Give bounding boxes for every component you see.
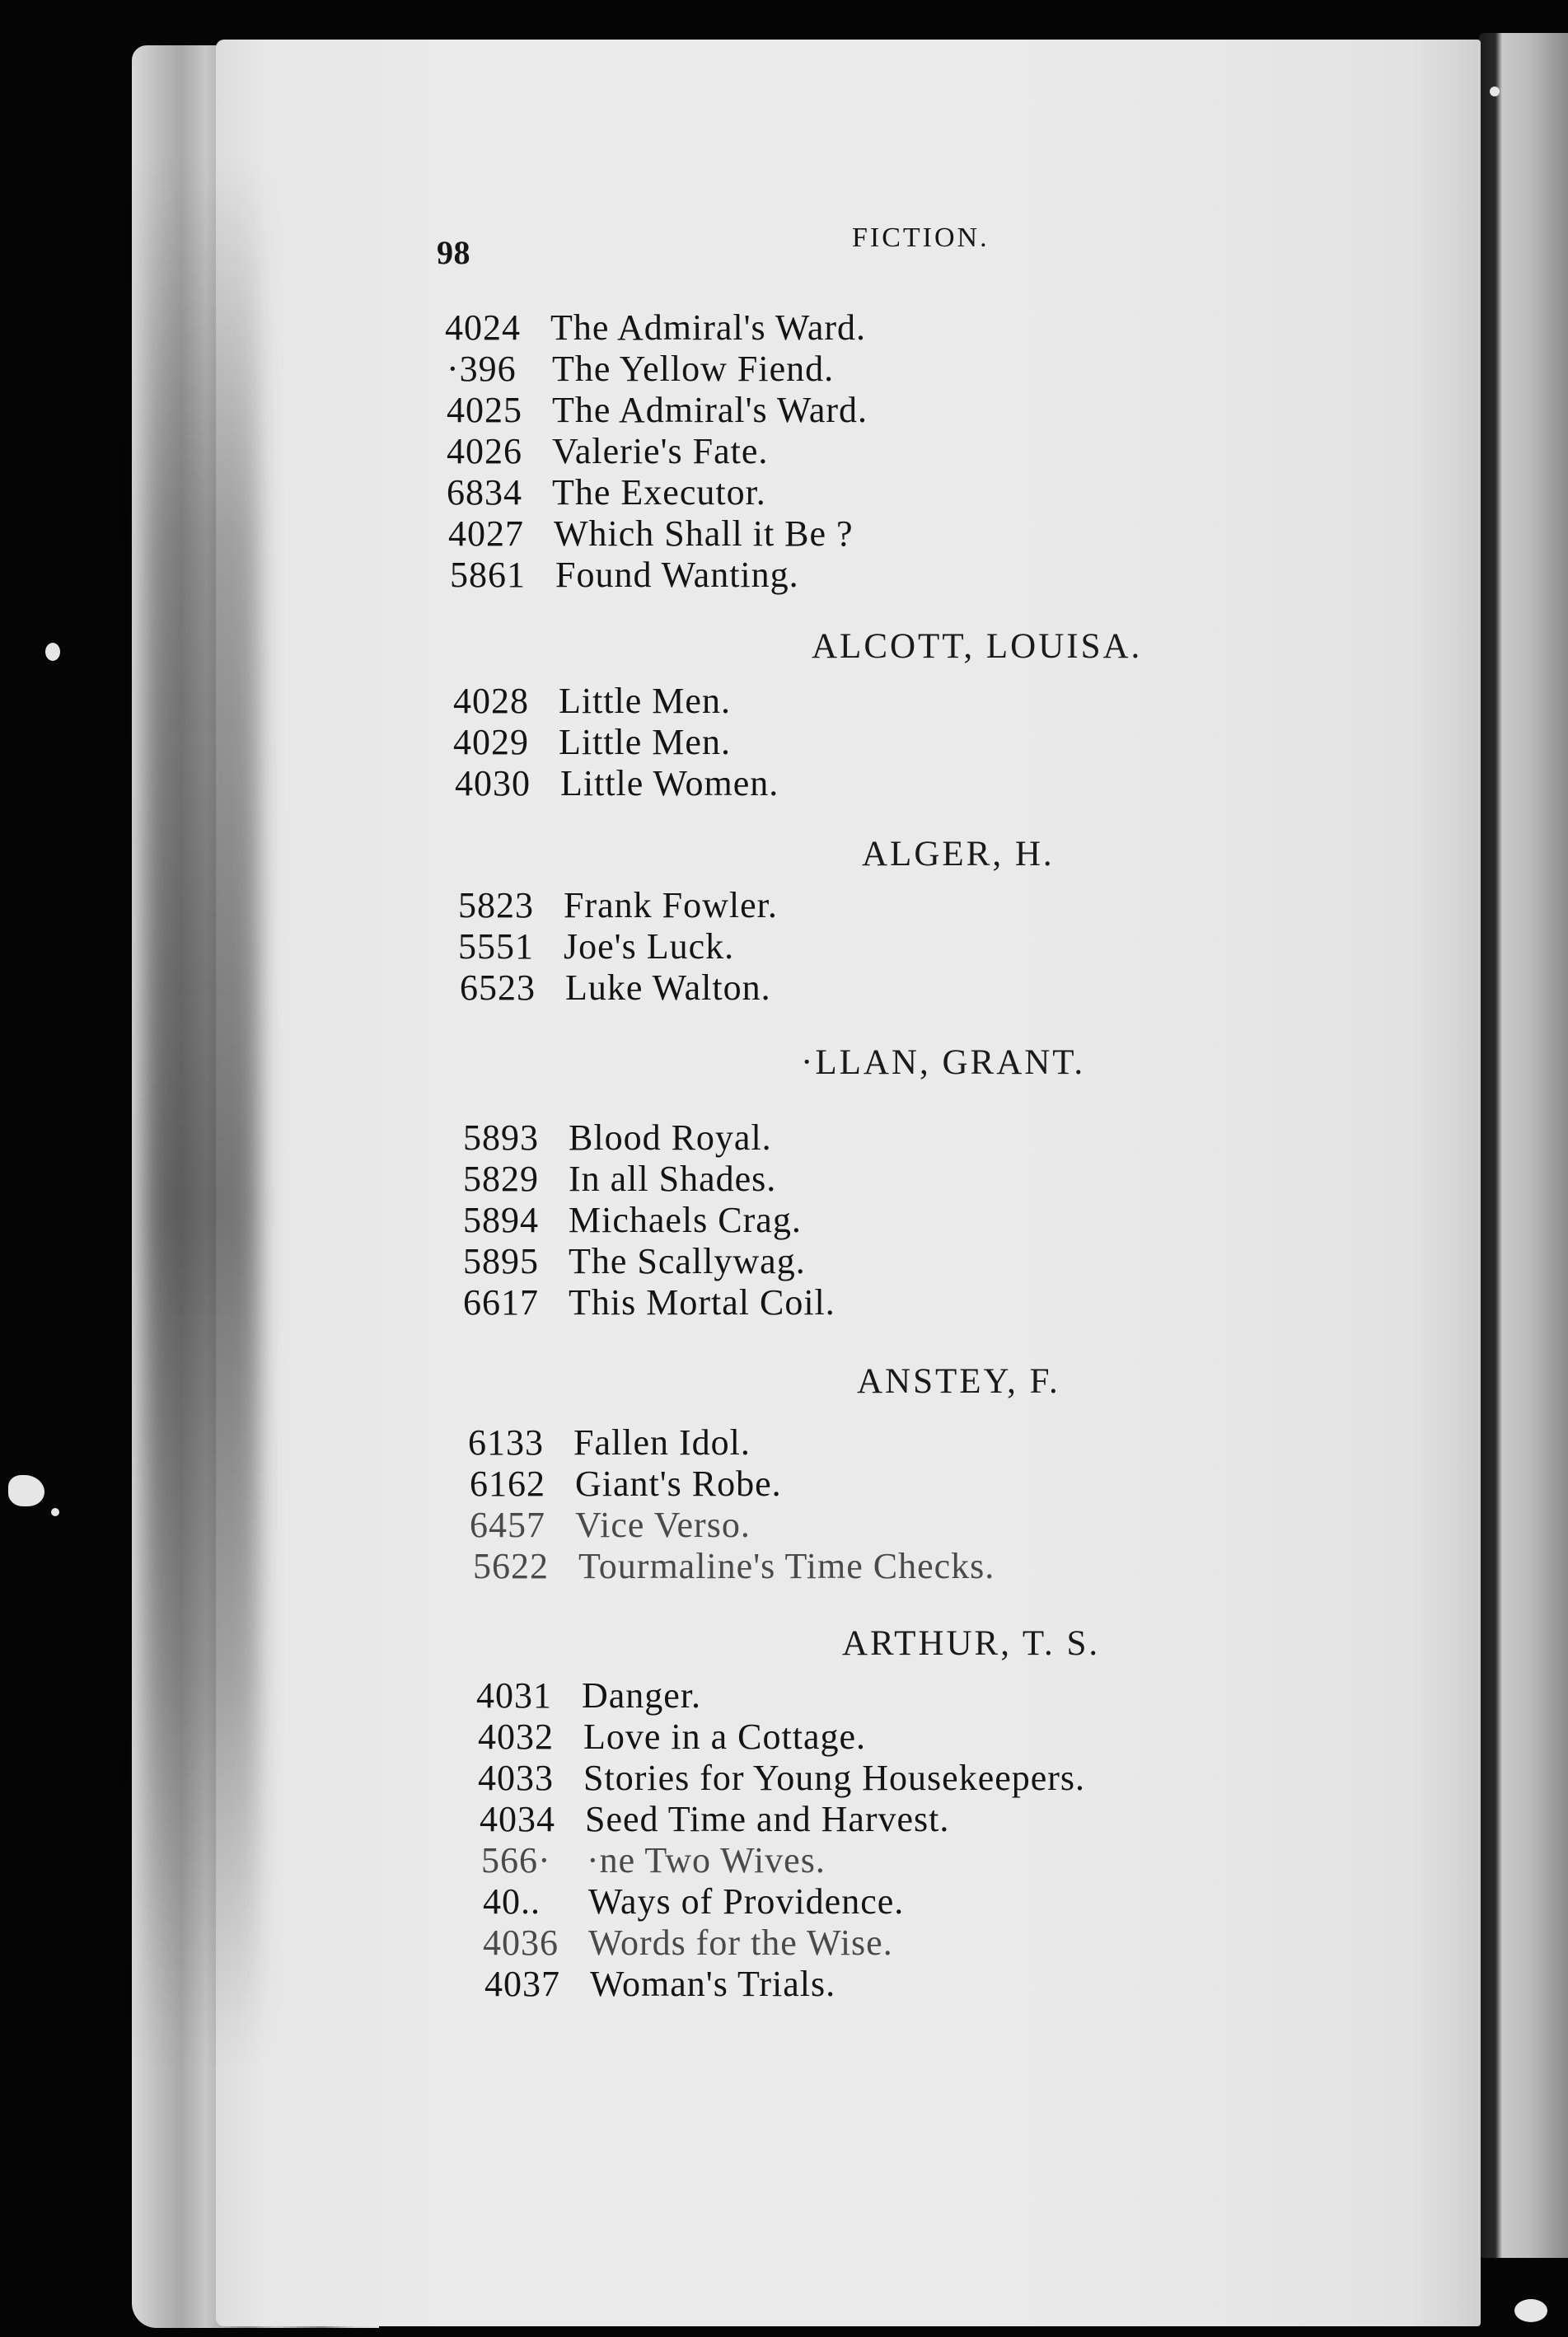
entry-title: The Admiral's Ward. — [550, 307, 867, 348]
entry-number: 4027 — [448, 513, 524, 554]
list-item — [453, 680, 731, 722]
entry-number: 6162 — [470, 1464, 545, 1504]
entry-title: The Executor. — [552, 472, 766, 513]
entry-number: 4024 — [445, 307, 521, 348]
list-item — [455, 762, 779, 804]
author-heading: ALGER, H. — [862, 835, 1055, 873]
list-item — [450, 554, 799, 596]
entry-number: 5551 — [458, 926, 534, 967]
list-item — [470, 1463, 782, 1505]
list-item — [463, 1199, 802, 1241]
list-item — [463, 1117, 772, 1159]
entry-title: The Yellow Fiend. — [552, 349, 835, 389]
entry-number: 5823 — [458, 885, 534, 925]
entry-title: Stories for Young Housekeepers. — [583, 1758, 1086, 1798]
list-item — [483, 1880, 904, 1923]
entry-number: 4037 — [484, 1964, 560, 2004]
author-heading: ALCOTT, LOUISA. — [812, 627, 1143, 666]
entry-title: Tourmaline's Time Checks. — [578, 1546, 995, 1586]
entry-title: Found Wanting. — [555, 555, 799, 595]
entry-title: The Scallywag. — [569, 1241, 806, 1281]
entry-number: 40.. — [483, 1881, 541, 1922]
dust-speck — [51, 1508, 59, 1516]
entry-number: 4032 — [478, 1716, 554, 1757]
entry-title: This Mortal Coil. — [569, 1282, 835, 1323]
binding-shadow — [144, 165, 260, 2060]
entry-number: 4025 — [447, 390, 522, 430]
entry-title: Words for the Wise. — [588, 1923, 893, 1963]
list-item — [478, 1716, 866, 1758]
author-heading: ANSTEY, F. — [857, 1362, 1060, 1401]
entry-number: 4026 — [447, 431, 522, 471]
entry-title: The Admiral's Ward. — [552, 390, 868, 430]
entry-title: Little Women. — [560, 763, 779, 803]
list-item — [481, 1839, 826, 1881]
list-item — [463, 1281, 835, 1323]
entry-number: 566· — [481, 1840, 551, 1880]
entry-title: Fallen Idol. — [573, 1422, 751, 1463]
entry-number: 4028 — [453, 681, 529, 721]
entry-number: 4029 — [453, 722, 529, 762]
entry-number: 5895 — [463, 1241, 539, 1281]
entry-number: 4034 — [480, 1799, 555, 1839]
entry-number: 6834 — [447, 472, 522, 513]
entry-title: Valerie's Fate. — [552, 431, 769, 471]
entry-number: 5861 — [450, 555, 526, 595]
entry-number: 4030 — [455, 763, 531, 803]
entry-number: 4033 — [478, 1758, 554, 1798]
entry-number: 5829 — [463, 1159, 539, 1199]
entry-number: 5894 — [463, 1200, 539, 1240]
list-item — [463, 1158, 776, 1200]
entry-number: ·396 — [447, 349, 517, 389]
running-title: FICTION. — [852, 222, 990, 253]
list-item — [447, 348, 834, 390]
entry-title: Michaels Crag. — [569, 1200, 802, 1240]
list-item — [447, 389, 868, 431]
dust-speck — [1514, 2299, 1547, 2322]
entry-number: 6523 — [460, 967, 536, 1008]
list-item — [463, 1240, 806, 1282]
entry-title: ·ne Two Wives. — [587, 1840, 826, 1880]
list-item — [484, 1963, 835, 2005]
list-item — [478, 1757, 1085, 1799]
entry-title: Woman's Trials. — [590, 1964, 836, 2004]
list-item — [448, 513, 854, 555]
list-item — [473, 1545, 995, 1587]
list-item — [447, 471, 766, 513]
dust-speck — [8, 1475, 44, 1506]
list-item — [458, 925, 734, 967]
list-item — [453, 721, 731, 763]
list-item — [460, 967, 771, 1009]
dust-speck — [45, 643, 60, 661]
entry-title: Giant's Robe. — [575, 1464, 782, 1504]
author-heading: ·LLAN, GRANT. — [801, 1043, 1086, 1082]
entry-title: Ways of Providence. — [588, 1881, 905, 1922]
list-item — [476, 1674, 701, 1716]
entry-title: Blood Royal. — [569, 1117, 772, 1158]
entry-title: Danger. — [582, 1675, 702, 1716]
entry-title: Little Men. — [559, 681, 731, 721]
list-item — [458, 884, 778, 926]
list-item — [468, 1421, 751, 1464]
author-heading: ARTHUR, T. S. — [842, 1624, 1101, 1663]
list-item — [483, 1922, 893, 1964]
facing-page-edge — [1479, 33, 1568, 2258]
entry-number: 5893 — [463, 1117, 539, 1158]
entry-title: Joe's Luck. — [564, 926, 735, 967]
entry-title: Love in a Cottage. — [583, 1716, 867, 1757]
entry-title: In all Shades. — [569, 1159, 777, 1199]
entry-title: Seed Time and Harvest. — [585, 1799, 950, 1839]
entry-title: Frank Fowler. — [564, 885, 778, 925]
page-number: 98 — [437, 234, 470, 271]
entry-number: 4031 — [476, 1675, 552, 1716]
entry-title: Luke Walton. — [565, 967, 771, 1008]
list-item — [445, 307, 866, 349]
entry-title: Which Shall it Be ? — [554, 513, 854, 554]
entry-number: 6617 — [463, 1282, 539, 1323]
entry-number: 6133 — [468, 1422, 544, 1463]
entry-number: 5622 — [473, 1546, 549, 1586]
entry-title: Vice Verso. — [575, 1505, 751, 1545]
list-item — [470, 1504, 751, 1546]
entry-number: 6457 — [470, 1505, 545, 1545]
list-item — [447, 430, 768, 472]
list-item — [480, 1798, 949, 1840]
dust-speck — [1490, 87, 1500, 96]
book-page — [216, 40, 1481, 2326]
entry-number: 4036 — [483, 1923, 559, 1963]
entry-title: Little Men. — [559, 722, 731, 762]
